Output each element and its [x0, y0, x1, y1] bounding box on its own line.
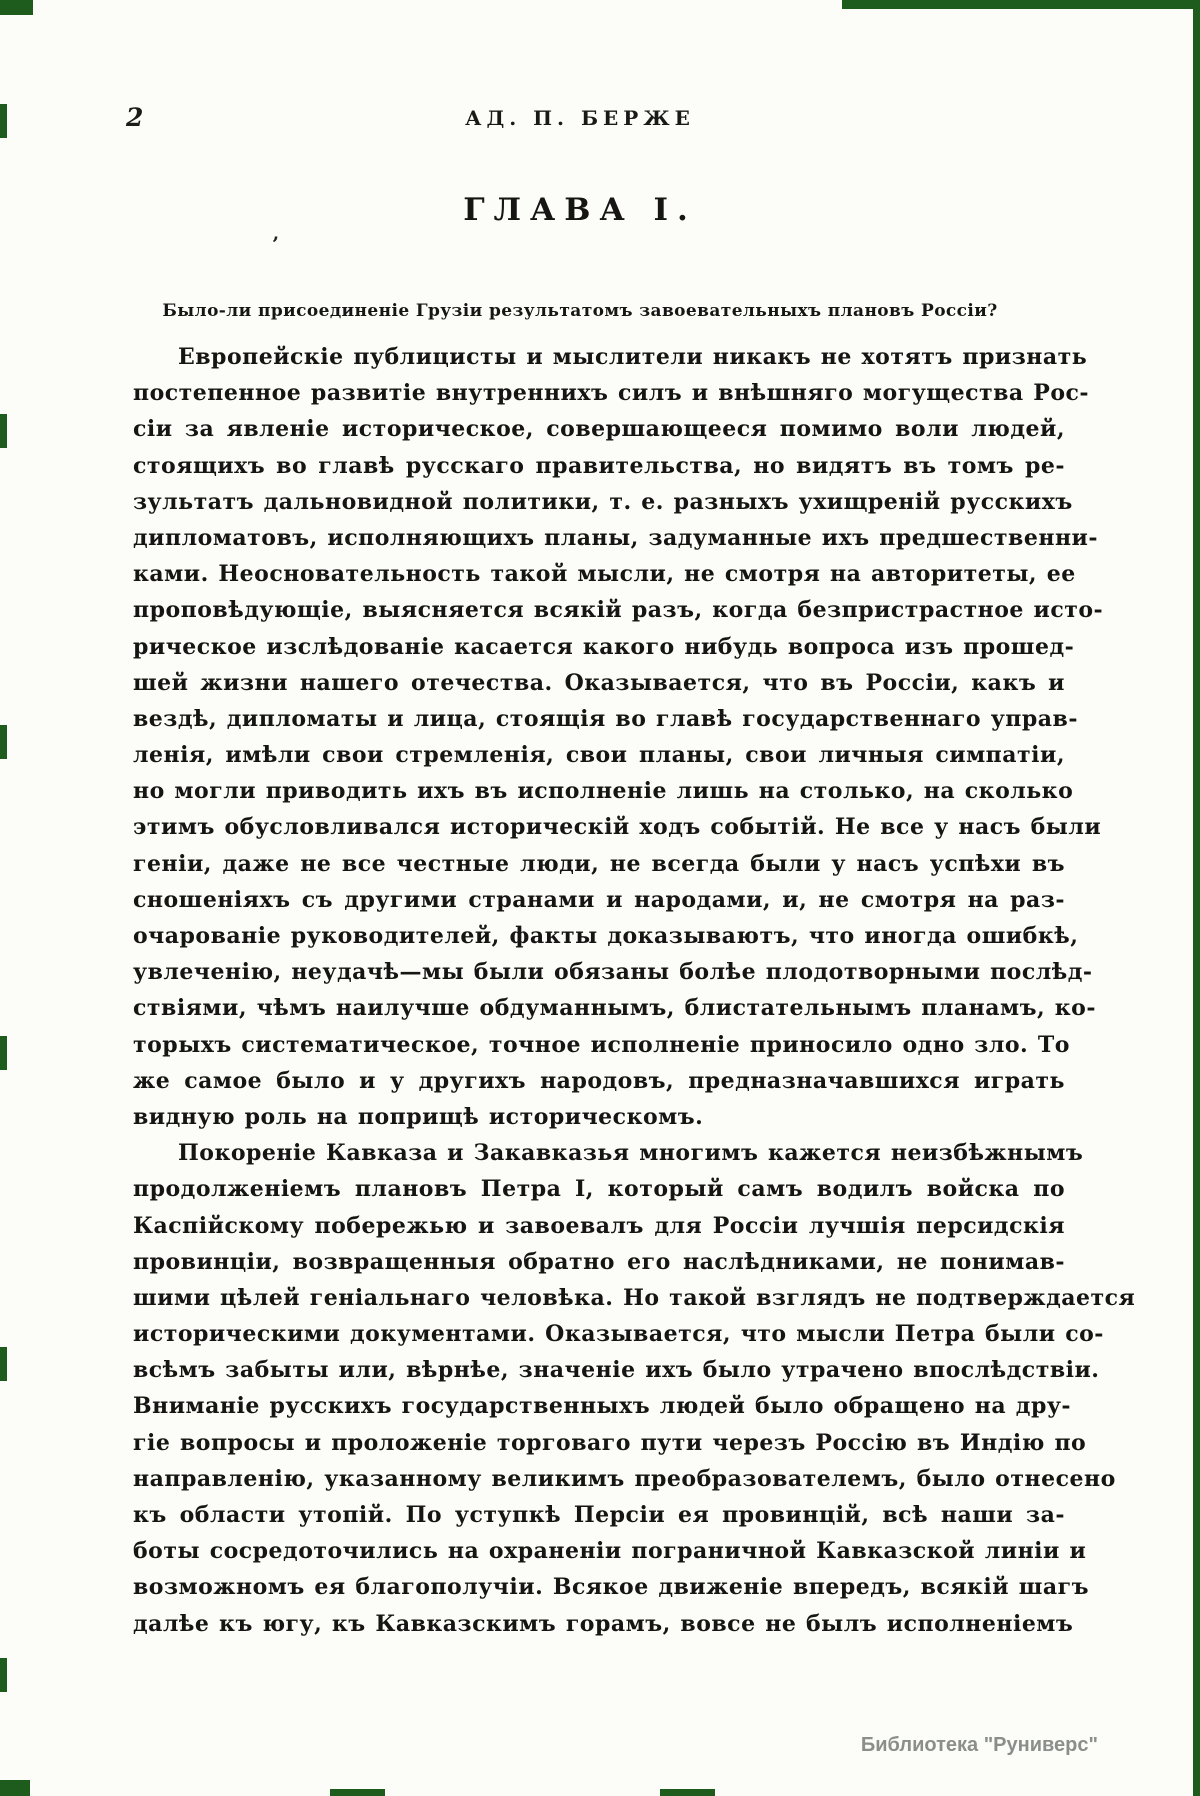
scan-mark-bottom-left	[0, 1780, 30, 1796]
scan-mark-top-right	[842, 0, 1200, 9]
stray-mark: ’	[272, 232, 279, 256]
text-line: Покореніе Кавказа и Закавказья многимъ кажется неизбѣжнымъ	[178, 1140, 1084, 1167]
text-line: шей жизни нашего отечества. Оказывается, что въ Россіи, какъ и	[133, 669, 1065, 696]
scan-mark-bottom-1	[330, 1789, 385, 1796]
running-head: АД. П. БЕРЖЕ	[465, 106, 695, 130]
text-line: постепенное развитіе внутреннихъ силъ и внѣшняго могущества Рос-	[133, 380, 1090, 407]
chapter-subtitle: Было-ли присоединеніе Грузіи результатомъ завоевательныхъ плановъ Россіи?	[162, 301, 998, 321]
text-line: сношеніяхъ съ другими странами и народами, и, не смотря на раз-	[133, 886, 1065, 913]
text-line: проповѣдующіе, выясняется всякій разъ, когда безпристрастное исто-	[133, 597, 1104, 624]
chapter-heading: ГЛАВА I.	[463, 192, 697, 228]
text-line: же самое было и у другихъ народовъ, предназначавшихся играть	[133, 1067, 1065, 1094]
text-line: шими цѣлей геніальнаго человѣка. Но такой взглядъ не подтверждается	[133, 1284, 1136, 1311]
text-line: къ области утопій. По уступкѣ Персіи ея провинцій, всѣ наши за-	[133, 1502, 1065, 1528]
library-watermark: Библиотека "Руниверс"	[860, 1734, 1098, 1756]
text-line: дипломатовъ, исполняющихъ планы, задуманные ихъ предшественни-	[133, 524, 1098, 551]
text-line: направленію, указанному великимъ преобразователемъ, было отнесено	[133, 1465, 1116, 1492]
text-line: возможномъ ея благополучіи. Всякое движеніе впередъ, всякій шагъ	[133, 1574, 1089, 1601]
text-line: всѣмъ забыты или, вѣрнѣе, значеніе ихъ было утрачено впослѣдствіи.	[133, 1357, 1100, 1384]
page-number: 2	[126, 103, 144, 132]
text-line: продолженіемъ плановъ Петра I, который самъ водилъ войска по	[133, 1176, 1065, 1203]
text-line: зультатъ дальновидной политики, т. е. разныхъ ухищреній русскихъ	[133, 488, 1073, 515]
scan-mark-right-edge	[1193, 0, 1200, 1796]
text-line: гіе вопросы и проложеніе торговаго пути черезъ Россію въ Индію по	[133, 1429, 1087, 1456]
scan-mark-top-left	[0, 0, 33, 15]
text-line: ленія, имѣли свои стремленія, свои планы, свои личныя симпатіи,	[133, 742, 1065, 769]
body-text	[133, 339, 1136, 1642]
paragraph-2	[133, 1135, 1136, 1642]
scan-mark-left-4	[0, 1036, 7, 1070]
text-line: увлеченію, неудачѣ—мы были обязаны болѣе плодотворными послѣд-	[133, 959, 1093, 986]
text-line: Вниманіе русскихъ государственныхъ людей было обращено на дру-	[133, 1393, 1072, 1420]
text-line: вездѣ, дипломаты и лица, стоящія во главѣ государственнаго управ-	[133, 705, 1078, 732]
text-line: историческими документами. Оказывается, что мысли Петра были со-	[133, 1321, 1104, 1348]
text-line: торыхъ систематическое, точное исполненіе приносило одно зло. То	[133, 1031, 1070, 1058]
text-line: геніи, даже не все честные люди, не всегда были у насъ успѣхи въ	[133, 850, 1065, 877]
text-line: боты сосредоточились на охраненіи пограничной Кавказской линіи и	[133, 1538, 1087, 1565]
scan-mark-bottom-2	[660, 1789, 715, 1796]
text-line: этимъ обусловливался историческій ходъ событій. Не все у насъ были	[133, 814, 1102, 841]
scan-mark-left-6	[0, 1658, 7, 1692]
text-line: сіи за явленіе историческое, совершающееся помимо воли людей,	[133, 416, 1065, 443]
paragraph-1	[133, 339, 1104, 1135]
text-line: рическое изслѣдованіе касается какого нибудь вопроса изъ прошед-	[133, 633, 1075, 660]
text-line: ствіями, чѣмъ наилучше обдуманнымъ, блистательнымъ планамъ, ко-	[133, 995, 1096, 1022]
scan-mark-left-5	[0, 1347, 7, 1381]
text-line: но могли приводить ихъ въ исполненіе лишь на столько, на сколько	[133, 778, 1074, 805]
text-line: Каспійскому побережью и завоевалъ для Россіи лучшія персидскія	[133, 1212, 1065, 1239]
text-line: Европейскіе публицисты и мыслители никакъ не хотятъ признать	[178, 344, 1088, 370]
scan-mark-left-1	[0, 104, 7, 138]
text-line: ками. Неосновательность такой мысли, не смотря на авторитеты, ее	[133, 561, 1076, 588]
text-line: далѣе къ югу, къ Кавказскимъ горамъ, вовсе не былъ исполненіемъ	[133, 1610, 1074, 1637]
text-line: стоящихъ во главѣ русскаго правительства, но видятъ въ томъ ре-	[133, 452, 1065, 479]
scan-mark-left-2	[0, 414, 7, 448]
scan-mark-left-3	[0, 725, 7, 759]
text-line: очарованіе руководителей, факты доказываютъ, что иногда ошибкѣ,	[133, 923, 1079, 949]
text-line: провинціи, возвращенныя обратно его наслѣдниками, не понимав-	[133, 1248, 1065, 1275]
text-line: видную роль на поприщѣ историческомъ.	[133, 1103, 704, 1130]
